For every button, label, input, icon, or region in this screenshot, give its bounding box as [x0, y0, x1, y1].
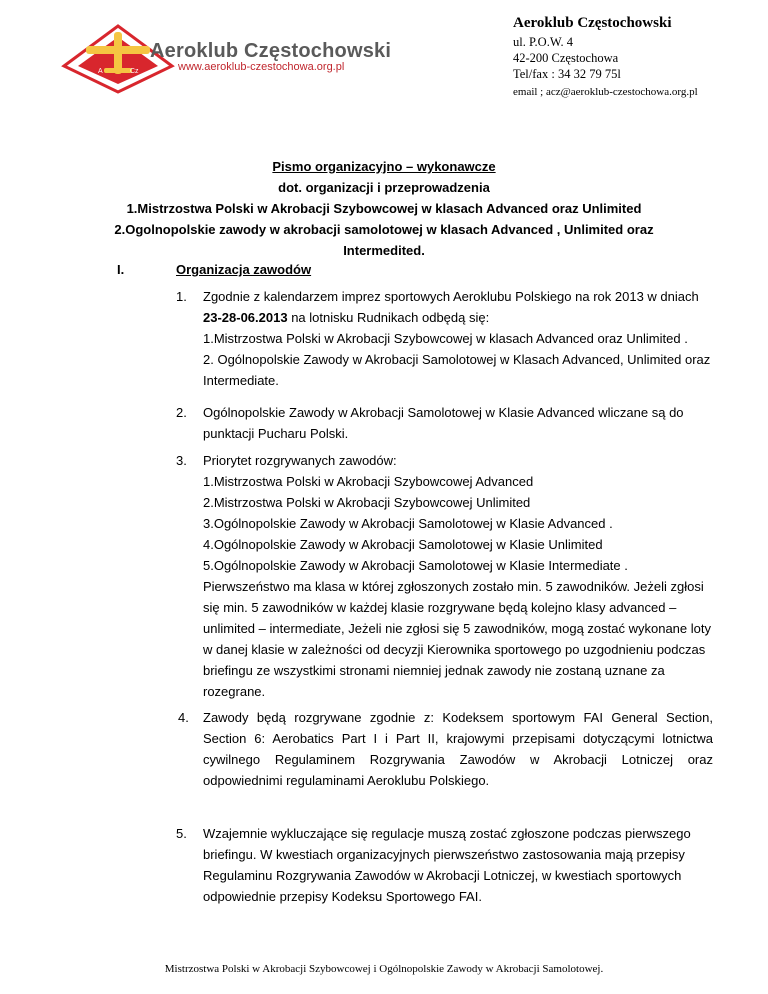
item-number: 2.	[176, 405, 187, 420]
event-dates: 23-28-06.2013	[203, 310, 288, 325]
list-item-3	[176, 450, 721, 702]
item-text: Ogólnopolskie Zawody w Akrobacji Samolotowej w Klasie Advanced wliczane są do	[203, 405, 684, 420]
item-text: 1.Mistrzostwa Polski w Akrobacji Szybowcowej w klasach Advanced oraz Unlimited .	[203, 331, 688, 346]
item-text: Priorytet rozgrywanych zawodów:	[203, 453, 397, 468]
page-footer: Mistrzostwa Polski w Akrobacji Szybowcowej i Ogólnopolskie Zawody w Akrobacji Samolotowej.	[164, 963, 604, 975]
title-line-2: 2.Ogolnopolskie zawody w akrobacji samolotowej w klasach Advanced , Unlimited oraz	[114, 222, 654, 237]
item-number: 4.	[178, 710, 189, 725]
item-text: Zgodnie z kalendarzem imprez sportowych Aeroklubu Polskiego na rok 2013 w dniach	[203, 289, 699, 304]
org-email: email ; acz@aeroklub-czestochowa.org.pl	[513, 86, 698, 98]
item-text: Section 6: Aerobatics Part I i Part II, krajowymi przepisami dotyczącymi lotnictwa	[203, 731, 713, 746]
item-text: briefingu ze wszystkimi stronami niemniej jednak zawody nie zostaną uznane za	[203, 663, 665, 678]
list-item-5	[176, 823, 721, 907]
item-text: briefingu. W kwestiach organizacyjnych pierwszeństwo zastosowania mają przepisy	[203, 847, 685, 862]
item-text: na lotnisku Rudnikach odbędą się:	[287, 310, 490, 325]
list-item-4	[178, 707, 713, 791]
item-text: 3.Ogólnopolskie Zawody w Akrobacji Samolotowej w Klasie Advanced .	[203, 516, 613, 531]
org-street: ul. P.O.W. 4	[513, 35, 573, 49]
item-text	[203, 307, 721, 328]
item-number: 3.	[176, 453, 187, 468]
item-text: się min. 5 zawodników w każdej klasie rozgrywane będą kolejno klasy advanced –	[203, 600, 677, 615]
item-text: odpowiednimi regulaminami Aeroklubu Polskiego.	[203, 773, 490, 788]
document-subtitle: dot. organizacji i przeprowadzenia	[278, 180, 490, 195]
title-line-3: Intermedited.	[343, 243, 425, 258]
item-text: Regulaminu Rozgrywania Zawodów w Akrobacji Lotniczej, w kwestiach sportowych	[203, 868, 682, 883]
organization-address	[513, 15, 753, 100]
item-text: w danej klasie w zależności od decyzji Kierownika sportowego po uzgodnieniu podczas	[203, 642, 706, 657]
item-text: punktacji Pucharu Polski.	[203, 426, 349, 441]
logo-letter-a: A	[98, 68, 103, 75]
item-text: odpowiednie przepisy Kodeksu Sportowego FAI.	[203, 889, 482, 904]
item-number: 5.	[176, 826, 187, 841]
section-title: Organizacja zawodów	[176, 262, 312, 277]
item-text: 2.Mistrzostwa Polski w Akrobacji Szybowcowej Unlimited	[203, 495, 531, 510]
item-text: Pierwszeństwo ma klasa w której zgłoszonych zostało min. 5 zawodników. Jeżeli zgłosi	[203, 579, 704, 594]
org-phone: Tel/fax : 34 32 79 75l	[513, 67, 621, 81]
item-number: 1.	[176, 289, 187, 304]
item-text: 5.Ogólnopolskie Zawody w Akrobacji Samolotowej w Klasie Intermediate .	[203, 558, 628, 573]
title-line-1: 1.Mistrzostwa Polski w Akrobacji Szybowcowej w klasach Advanced oraz Unlimited	[126, 201, 642, 216]
logo-url: www.aeroklub-czestochowa.org.pl	[178, 61, 345, 73]
item-text: unlimited – intermediate, Jeżeli nie zgłosi się 5 zawodników, mogą zostać wykonane loty	[203, 621, 711, 636]
list-item-2	[176, 402, 721, 444]
item-text: Zawody będą rozgrywane zgodnie z: Kodeksem sportowym FAI General Section,	[203, 710, 713, 725]
item-text: rozegrane.	[203, 684, 266, 699]
item-text: Intermediate.	[203, 373, 279, 388]
org-city: 42-200 Częstochowa	[513, 51, 619, 65]
list-item-1	[176, 286, 721, 391]
item-text: 1.Mistrzostwa Polski w Akrobacji Szybowcowej Advanced	[203, 474, 534, 489]
item-text: cywilnego Regulaminem Rozgrywania Zawodów w Akrobacji Lotniczej oraz	[203, 752, 713, 767]
org-name: Aeroklub Częstochowski	[513, 15, 672, 31]
logo-title: Aeroklub Częstochowski	[150, 40, 392, 62]
item-text: Wzajemnie wykluczające się regulacje muszą zostać zgłoszone podczas pierwszego	[203, 826, 691, 841]
logo-letter-cz: Cz	[130, 68, 139, 75]
document-title: Pismo organizacyjno – wykonawcze	[272, 159, 496, 174]
item-text: 4.Ogólnopolskie Zawody w Akrobacji Samolotowej w Klasie Unlimited	[203, 537, 603, 552]
section-number: I.	[117, 262, 125, 277]
item-text: 2. Ogólnopolskie Zawody w Akrobacji Samolotowej w Klasach Advanced, Unlimited oraz	[203, 352, 711, 367]
